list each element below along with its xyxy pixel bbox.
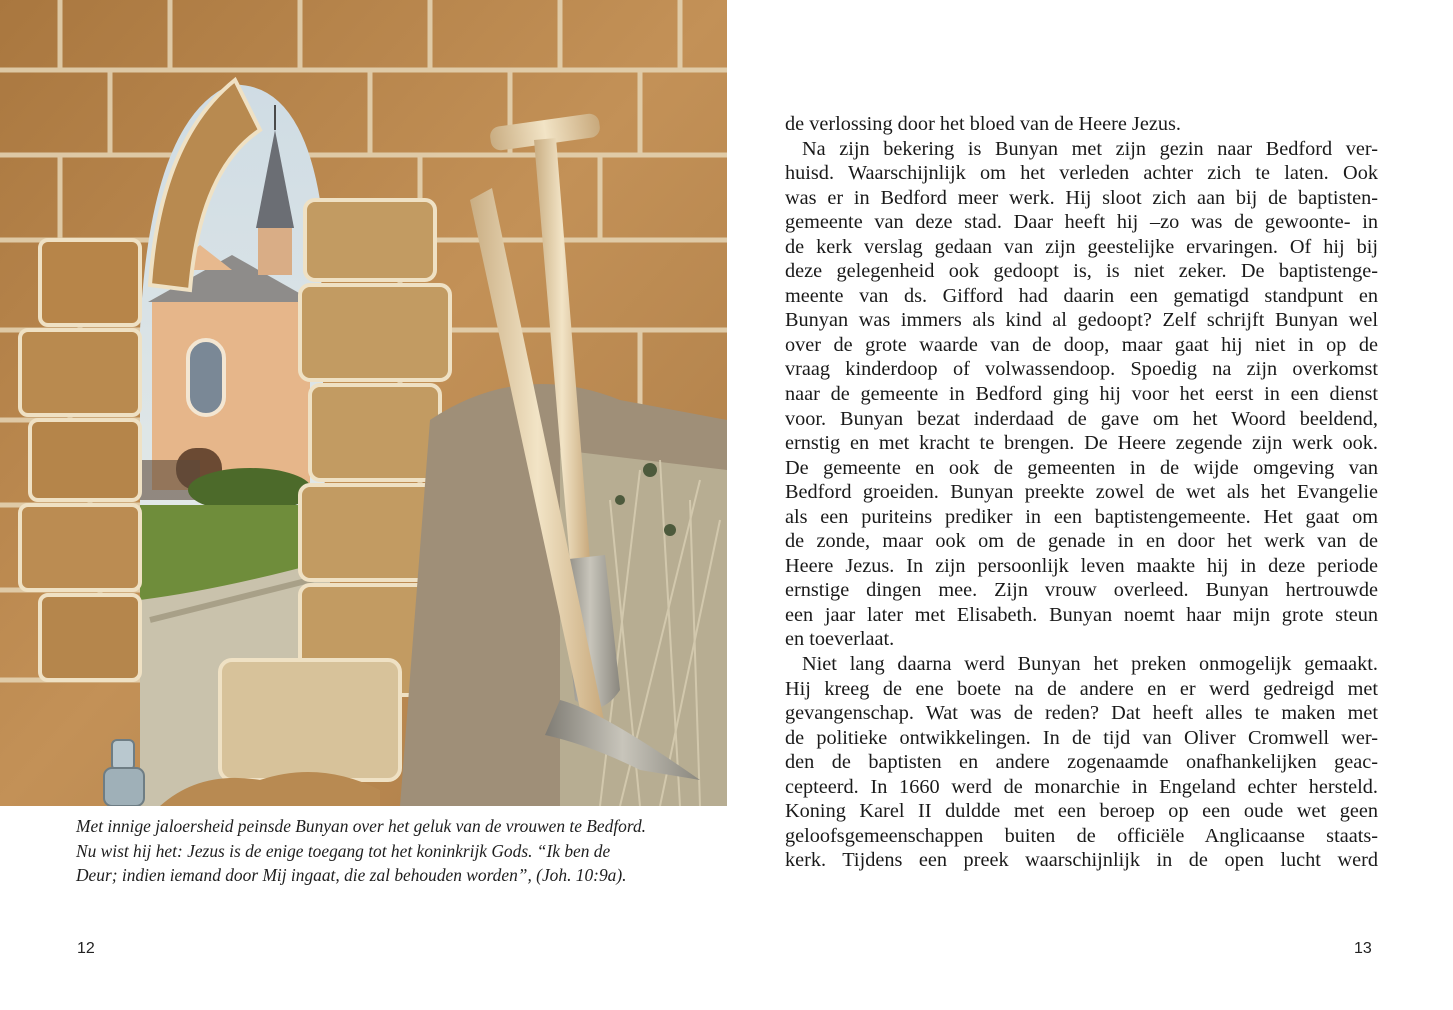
text-line: de kerk verslag gedaan van zijn geestelijke ervaringen. Of hij bij bbox=[785, 235, 1378, 258]
text-line: deze gelegenheid ook gedoopt is, is niet zeker. De baptistenge- bbox=[785, 260, 1378, 283]
text-line: Na zijn bekering is Bunyan met zijn gezin naar Bedford ver- bbox=[802, 137, 1378, 160]
text-line: vraag kinderdoop of volwassendoop. Spoedig na zijn overkomst bbox=[785, 358, 1378, 381]
illustration-caption bbox=[76, 814, 676, 888]
page-number-right: 13 bbox=[1354, 940, 1372, 957]
text-line: huisd. Waarschijnlijk om het verleden achter zich te laten. Ook bbox=[785, 162, 1378, 185]
text-line: een jaar later met Elisabeth. Bunyan noemt haar mijn grote steun bbox=[785, 603, 1378, 626]
text-line: gevangenschap. Wat was de reden? Dat heeft alles te maken met bbox=[785, 702, 1378, 725]
text-line: Bedford groeiden. Bunyan preekte zowel de wet als het Evangelie bbox=[785, 481, 1378, 504]
text-line: naar de gemeente in Bedford ging hij voor het eerst in een dienst bbox=[785, 383, 1378, 406]
text-line: de zonde, maar ook om de genade in en door het werk van de bbox=[785, 530, 1378, 553]
text-line: de verlossing door het bloed van de Heere Jezus. bbox=[785, 113, 1181, 135]
text-line: kerk. Tijdens een preek waarschijnlijk in de open lucht werd bbox=[785, 849, 1378, 872]
text-line: en toeverlaat. bbox=[785, 628, 895, 651]
text-line: gemeente van deze stad. Daar heeft hij –zo was de gewoonte- in bbox=[785, 211, 1378, 234]
text-line: Hij kreeg de ene boete na de andere en er werd gedreigd met bbox=[785, 677, 1378, 700]
text-line: Heere Jezus. In zijn persoonlijk leven maakte hij in deze periode bbox=[785, 554, 1378, 577]
text-line: Koning Karel II duldde met een beroep op een oude wet geen bbox=[785, 800, 1378, 823]
text-line: ernstige dingen mee. Zijn vrouw overleed. Bunyan hertrouwde bbox=[785, 579, 1378, 602]
text-line: over de grote waarde van de doop, maar gaat hij niet in op de bbox=[785, 333, 1378, 356]
text-line: Bunyan was immers als kind al gedoopt? Zelf schrijft Bunyan wel bbox=[785, 309, 1378, 332]
text-line: meente van ds. Gifford had daarin een gematigd standpunt en bbox=[785, 284, 1378, 307]
page-number-left: 12 bbox=[77, 940, 95, 957]
caption-line: Deur; indien iemand door Mij ingaat, die zal behouden worden”, (Joh. 10:9a). bbox=[76, 865, 627, 885]
painting-icon bbox=[0, 0, 727, 806]
illustration bbox=[0, 0, 727, 806]
text-line: als een puriteins prediker in een baptistengemeente. Het gaat om bbox=[785, 505, 1378, 528]
text-line: den de baptisten en andere zogenaamde onafhankelijken geac- bbox=[785, 751, 1378, 774]
text-line: ernstig en met kracht te brengen. De Heere zegende zijn werk ook. bbox=[785, 432, 1378, 455]
text-line: was er in Bedford meer werk. Hij sloot zich aan bij de baptisten- bbox=[785, 186, 1378, 209]
text-line: geloofsgemeenschappen buiten de officiële Anglicaanse staats- bbox=[785, 824, 1378, 847]
text-line: voor. Bunyan bezat inderdaad de gave om het Woord beeldend, bbox=[785, 407, 1378, 430]
body-text bbox=[785, 112, 1378, 873]
caption-line: Met innige jaloersheid peinsde Bunyan over het geluk van de vrouwen te Bedford. bbox=[76, 816, 647, 836]
caption-line: Nu wist hij het: Jezus is de enige toegang tot het koninkrijk Gods. “Ik ben de bbox=[76, 840, 611, 861]
text-line: Niet lang daarna werd Bunyan het preken onmogelijk gemaakt. bbox=[802, 653, 1378, 676]
text-line: de politieke ontwikkelingen. In de tijd van Oliver Cromwell wer- bbox=[785, 726, 1378, 749]
text-line: cepteerd. In 1660 werd de monarchie in Engeland echter hersteld. bbox=[785, 775, 1378, 798]
text-line: De gemeente en ook de gemeenten in de wijde omgeving van bbox=[785, 456, 1378, 479]
